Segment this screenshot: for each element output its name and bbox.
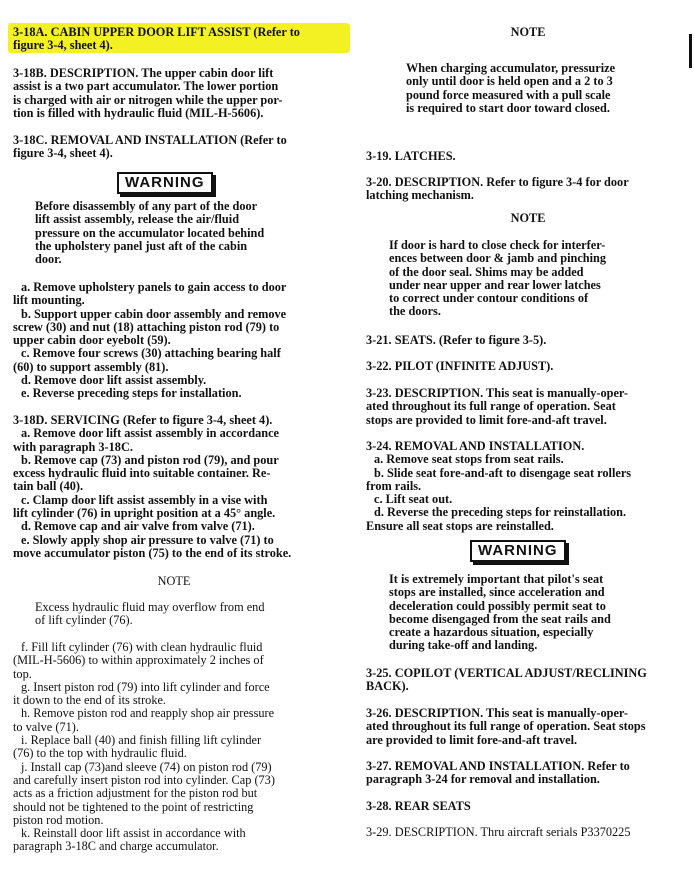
line: from rails. — [366, 478, 422, 493]
line: 3-18D. SERVICING (Refer to figure 3-4, sheet 4). — [13, 413, 273, 427]
line: under near upper and rear lower latches — [389, 277, 601, 292]
line: 3-18C. REMOVAL AND INSTALLATION (Refer to — [13, 133, 287, 147]
line: 3-23. DESCRIPTION. This seat is manually-oper- — [366, 386, 629, 400]
line: to valve (71). — [13, 719, 79, 734]
section-3-18a-heading — [13, 26, 335, 53]
note-title-right-1: NOTE — [510, 25, 546, 39]
line: (MIL-H-5606) to within approximately 2 inches of — [13, 653, 264, 668]
line: of the door seal. Shims may be added — [389, 264, 584, 279]
line: is charged with air or nitrogen while the upper por- — [13, 92, 283, 107]
line: a. Remove upholstery panels to gain access to door — [21, 280, 287, 294]
note-title-left: NOTE — [157, 574, 191, 588]
line: b. Slide seat fore-and-aft to disengage seat rollers — [374, 465, 632, 480]
line: acts as a friction adjustment for the piston rod but — [13, 786, 258, 801]
line: the doors. — [389, 304, 441, 319]
line: is required to start door toward closed. — [406, 100, 610, 115]
line: excess hydraulic fluid into suitable container. Re- — [13, 466, 271, 481]
line: lift mounting. — [13, 293, 85, 308]
line: f. Fill lift cylinder (76) with clean hydraulic fluid — [21, 640, 263, 654]
warning-label: WARNING — [470, 540, 566, 562]
line: lift assist assembly, release the air/fluid — [35, 212, 240, 227]
section-3-18b — [13, 67, 335, 120]
line: during take-off and landing. — [389, 638, 538, 653]
line: i. Replace ball (40) and finish filling lift cylinder — [21, 733, 262, 748]
line: It is extremely important that pilot's seat — [389, 572, 604, 586]
section-3-20 — [366, 176, 690, 203]
line: Before disassembly of any part of the door — [35, 199, 258, 213]
line: a. Remove seat stops from seat rails. — [374, 452, 564, 467]
line: h. Remove piston rod and reapply shop air pressure — [21, 706, 275, 721]
line: a. Remove door lift assist assembly in accordance — [21, 426, 279, 441]
line: latching mechanism. — [366, 188, 474, 203]
line: d. Remove cap and air valve from valve (71). — [21, 519, 255, 534]
line: figure 3-4, sheet 4). — [13, 38, 113, 53]
line: with paragraph 3-18C. — [13, 439, 133, 454]
line: only until door is held open and a 2 to 3 — [406, 74, 613, 89]
section-3-21: 3-21. SEATS. (Refer to figure 3-5). — [366, 333, 547, 347]
line: move accumulator piston (75) to the end of its stroke. — [13, 545, 292, 560]
line: d. Remove door lift assist assembly. — [21, 373, 207, 388]
warning-text-right — [389, 573, 690, 653]
line: When charging accumulator, pressurize — [406, 61, 616, 75]
section-3-18c-heading — [13, 134, 335, 161]
line: (76) to the top with hydraulic fluid. — [13, 746, 187, 761]
line: pound force measured with a pull scale — [406, 87, 611, 102]
section-3-27 — [366, 760, 690, 787]
line: 3-18A. CABIN UPPER DOOR LIFT ASSIST (Refer to — [13, 25, 300, 39]
line: ated throughout its full range of operation. Seat — [366, 399, 616, 414]
line: d. Reverse the preceding steps for reinstallation. — [374, 505, 627, 520]
removal-steps — [13, 281, 335, 401]
line: 3-18B. DESCRIPTION. The upper cabin door lift — [13, 66, 274, 80]
line: door. — [35, 252, 62, 267]
line: c. Lift seat out. — [374, 492, 453, 507]
line: piston rod motion. — [13, 812, 104, 827]
line: b. Support upper cabin door assembly and remove — [21, 306, 287, 321]
line: top. — [13, 666, 32, 681]
section-3-18d — [13, 414, 335, 560]
line: screw (30) and nut (18) attaching piston rod (79) to — [13, 319, 280, 334]
line: deceleration could possibly permit seat to — [389, 598, 606, 613]
line: g. Insert piston rod (79) into lift cylinder and force — [21, 679, 270, 694]
line: to correct under contour conditions of — [389, 291, 589, 306]
line: paragraph 3-24 for removal and installation. — [366, 772, 600, 787]
line: b. Remove cap (73) and piston rod (79), and pour — [21, 452, 279, 467]
line: BACK). — [366, 679, 409, 694]
line: stops are installed, since acceleration and — [389, 585, 605, 600]
note-text-right-1 — [406, 62, 690, 115]
line: pressure on the accumulator located behind — [35, 225, 265, 240]
line: (60) to support assembly (81). — [13, 359, 169, 374]
section-3-28: 3-28. REAR SEATS — [366, 799, 471, 813]
line: figure 3-4, sheet 4). — [13, 146, 113, 161]
line: create a hazardous situation, especially — [389, 625, 594, 640]
line: become disengaged from the seat rails and — [389, 611, 611, 626]
line: Excess hydraulic fluid may overflow from end — [35, 600, 265, 614]
section-3-19: 3-19. LATCHES. — [366, 149, 456, 163]
line: 3-27. REMOVAL AND INSTALLATION. Refer to — [366, 759, 630, 773]
section-3-29: 3-29. DESCRIPTION. Thru aircraft serials P3370225 — [366, 825, 631, 839]
warning-text-left — [35, 200, 335, 266]
line: 3-25. COPILOT (VERTICAL ADJUST/RECLINING — [366, 666, 647, 680]
section-3-26 — [366, 707, 690, 747]
line: tain ball (40). — [13, 479, 84, 494]
line: stops are provided to limit fore-and-aft travel. — [366, 412, 607, 427]
section-3-24 — [366, 440, 690, 533]
warning-badge-left — [117, 172, 213, 194]
note-title-right-2: NOTE — [510, 211, 546, 225]
line: lift cylinder (76) in upright position at a 45° angle. — [13, 506, 276, 521]
line: it down to the end of its stroke. — [13, 693, 167, 708]
warning-label: WARNING — [117, 172, 213, 194]
line: If door is hard to close check for interfer- — [389, 238, 606, 252]
line: of lift cylinder (76). — [35, 613, 133, 628]
servicing-steps-f-k — [13, 641, 335, 854]
line: e. Slowly apply shop air pressure to valve (71) to — [21, 532, 274, 547]
line: paragraph 3-18C and charge accumulator. — [13, 839, 219, 854]
line: c. Clamp door lift assist assembly in a vise with — [21, 492, 268, 507]
line: e. Reverse preceding steps for installation. — [21, 386, 242, 401]
line: 3-20. DESCRIPTION. Refer to figure 3-4 for door — [366, 175, 629, 189]
line: 3-26. DESCRIPTION. This seat is manually-oper- — [366, 706, 629, 720]
line: should not be tightened to the point of restricting — [13, 799, 254, 814]
line: Ensure all seat stops are reinstalled. — [366, 518, 554, 533]
note-text-right-2 — [389, 239, 690, 319]
line: ences between door & jamb and pinching — [389, 251, 607, 266]
line: tion is filled with hydraulic fluid (MIL-H-5606). — [13, 105, 264, 120]
warning-badge-right — [470, 540, 566, 562]
line: the upholstery panel just aft of the cabin — [35, 238, 248, 253]
line: c. Remove four screws (30) attaching bearing half — [21, 346, 281, 361]
line: k. Reinstall door lift assist in accordance with — [21, 826, 246, 841]
line: assist is a two part accumulator. The lower portion — [13, 79, 279, 94]
line: upper cabin door eyebolt (59). — [13, 333, 171, 348]
note-text-left — [35, 601, 335, 628]
line: 3-24. REMOVAL AND INSTALLATION. — [366, 439, 585, 453]
section-3-23 — [366, 387, 690, 427]
section-3-22: 3-22. PILOT (INFINITE ADJUST). — [366, 359, 554, 373]
line: and carefully insert piston rod into cylinder. Cap (73) — [13, 772, 275, 787]
line: are provided to limit fore-and-aft travel. — [366, 732, 578, 747]
line: j. Install cap (73)and sleeve (74) on piston rod (79) — [21, 759, 272, 774]
section-3-25 — [366, 667, 690, 694]
line: ated throughout its full range of operation. Seat stops — [366, 719, 646, 734]
